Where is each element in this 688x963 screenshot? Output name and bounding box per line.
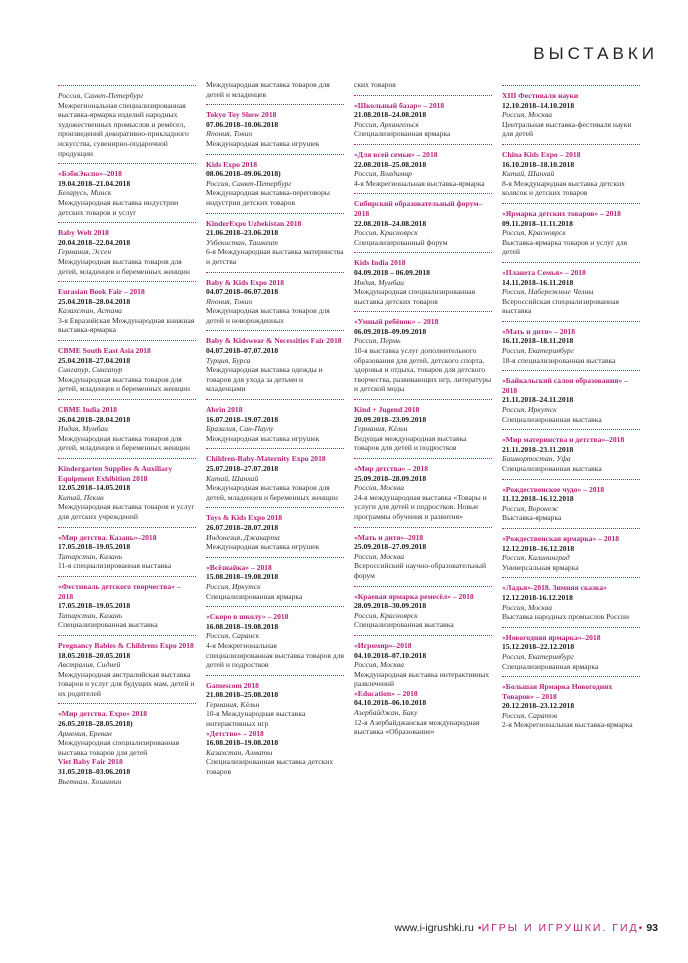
exhibition-location: Япония, Токио [206, 129, 253, 139]
exhibition-location: Башкортостан, Уфа [502, 454, 571, 464]
exhibition-description: Специализированный форум [354, 237, 448, 247]
dotted-divider [354, 95, 492, 96]
dotted-divider [206, 557, 344, 558]
exhibition-location: Россия, Санкт-Петербург [206, 178, 292, 188]
dotted-divider [354, 586, 492, 587]
dotted-divider [502, 262, 640, 263]
dotted-divider [502, 144, 640, 145]
exhibition-location: Япония, Токио [206, 296, 253, 306]
exhibition-dates: 25.09.2018–28.09.2018 [354, 473, 427, 483]
column-1 [58, 80, 196, 786]
exhibition-entry [502, 268, 640, 316]
exhibition-title: XIII Фестиваля науки [502, 91, 579, 100]
page-number: 93 [646, 922, 658, 934]
exhibition-entry [502, 435, 640, 473]
exhibition-location: Индонезия, Джакарта [206, 532, 280, 542]
dotted-divider [354, 527, 492, 528]
exhibition-entry [58, 346, 196, 394]
dotted-divider [502, 479, 640, 480]
exhibition-description: Специализированная выставка [502, 464, 602, 473]
exhibition-title: CBME South East Asia 2018 [58, 346, 151, 356]
dotted-divider [502, 85, 640, 86]
exhibition-entry [502, 327, 640, 365]
exhibition-dates: 21.06.2018–23.06.2018 [206, 228, 279, 238]
exhibition-location: Россия, Саранск [206, 631, 260, 641]
dotted-divider [502, 203, 640, 204]
dotted-divider [354, 311, 492, 312]
exhibition-location: Россия, Набережные Челны [502, 287, 594, 297]
exhibition-description: Международная выставка товаров для детей и новорожденных [206, 306, 330, 325]
exhibition-title: Eurasian Book Fair – 2018 [58, 287, 145, 297]
exhibition-description: Международная выставка товаров для детей, младенцев и беременных женщин [58, 433, 190, 453]
column-4 [502, 80, 640, 730]
exhibition-location: Россия, Калининград [502, 553, 570, 563]
exhibition-dates: 26.07.2018–28.07.2018 [206, 522, 279, 532]
exhibition-dates: 08.06.2018–09.06.2018) [206, 169, 281, 179]
exhibition-entry [502, 534, 640, 572]
exhibition-dates: 25.04.2018–27.04.2018 [58, 355, 131, 365]
exhibition-entry [58, 641, 196, 699]
exhibition-description: Международная выставка-переговоры индустрии детских товаров [206, 188, 330, 207]
exhibition-title: «Рождественское чудо» – 2018 [502, 484, 605, 494]
exhibition-location: Индия, Мумбаи [58, 424, 108, 434]
exhibition-dates: 09.11.2018–11.11.2018 [502, 218, 573, 228]
exhibition-title: CBME India 2018 [58, 405, 118, 415]
exhibition-dates: 12.12.2018-16.12.2018 [502, 592, 573, 602]
exhibition-dates: 17.05.2018–19.05.2018 [58, 601, 131, 611]
exhibition-title: «Ладья»-2018. Зимняя сказка» [502, 583, 607, 593]
exhibition-dates: 04.07.2018–07.07.2018 [206, 346, 279, 356]
exhibition-title: «Игромир»–2018 [354, 640, 412, 650]
dotted-divider [354, 458, 492, 459]
exhibition-entry [354, 150, 492, 188]
exhibition-location: Сингапур, Сингапур [58, 365, 123, 375]
exhibition-dates: 12.10.2018–14.10.2018 [502, 100, 575, 110]
exhibition-entry [502, 583, 640, 621]
exhibition-entry [206, 110, 344, 148]
exhibition-title: «Скоро в школу» – 2018 [206, 612, 289, 622]
exhibition-dates: 16.08.2018–19.08.2018 [206, 738, 279, 748]
exhibition-description: Специализированная выставка детских товаров [206, 757, 334, 777]
exhibition-entry [354, 317, 492, 394]
exhibition-dates: 21.11.2018–24.11.2018 [502, 395, 574, 405]
exhibition-dates: 25.04.2018–28.04.2018 [58, 296, 131, 306]
exhibition-entry [354, 641, 492, 689]
exhibition-description: 18-я специализированная выставка [502, 355, 616, 365]
exhibition-location: Австралия, Сидней [58, 660, 121, 670]
exhibition-description: Всероссийский научно-образовательный форум [354, 561, 487, 580]
exhibition-description: Международная выставка товаров для детей, младенцев и беременных женщин [58, 374, 190, 394]
exhibition-title: Kids India 2018 [354, 258, 406, 268]
exhibition-entry [206, 278, 344, 326]
exhibition-entry [354, 592, 492, 630]
exhibition-dates: 18.05.2018–20.05.2018 [58, 650, 131, 660]
exhibition-location: Германия, Эссен [58, 247, 112, 257]
exhibition-description: Международная выставка одежды и товаров для ухода за детьми и младенцами [206, 365, 323, 394]
dotted-divider [206, 448, 344, 449]
exhibition-location: Германия, Кёльн [206, 699, 260, 709]
exhibition-title: «БэбиЭкспо»–2018 [58, 169, 122, 179]
dotted-divider [502, 370, 640, 371]
exhibition-entry [354, 533, 492, 581]
exhibition-location: Россия, Иркутск [502, 405, 557, 415]
footer-bullet: • [477, 922, 482, 934]
dotted-divider [58, 576, 196, 577]
exhibition-location: Россия, Красноярск [354, 610, 418, 620]
exhibition-title: «Краевая ярмарка ремесёл» – 2018 [354, 591, 474, 601]
exhibition-entry [206, 513, 344, 551]
exhibition-entry [502, 91, 640, 139]
dotted-divider [206, 104, 344, 105]
dotted-divider [206, 154, 344, 155]
exhibition-description: Международная выставка игрушек [206, 433, 320, 443]
exhibition-dates: 04.07.2018–06.07.2018 [206, 287, 279, 297]
exhibition-location: Россия, Москва [502, 602, 553, 612]
exhibition-title: «Мать и дитя»–2018 [354, 532, 424, 542]
exhibition-title: «Байкальский салон образования» – 2018 [502, 376, 628, 395]
exhibition-description: Международная австралийская выставка товаров и услуг для будущих мам, детей и их родителей [58, 669, 195, 698]
exhibition-location: Россия, Пермь [354, 336, 401, 346]
exhibition-location: Россия, Москва [354, 551, 405, 561]
exhibition-description: Международная специализированная выставка детских товаров [354, 287, 476, 306]
exhibition-location: Россия, Красноярск [354, 228, 418, 238]
exhibition-entry [58, 757, 196, 786]
exhibition-entry [354, 689, 492, 737]
exhibition-description: Международная выставка товаров для детей, младенцев и беременных женщин [206, 483, 338, 502]
exhibition-dates: 20.09.2018–23.09.2018 [354, 414, 427, 424]
exhibition-entry [502, 633, 640, 671]
exhibition-title: Gamescom 2018 [206, 680, 259, 690]
dotted-divider [58, 399, 196, 400]
exhibition-title: «Рождественская ярмарка» – 2018 [502, 533, 620, 543]
exhibition-description: Выставка-ярмарка [502, 513, 562, 523]
exhibition-title: Kids Expo 2018 [206, 159, 258, 169]
exhibition-entry [206, 729, 344, 777]
exhibition-description: 24-я международная выставка «Товары и услуги для детей и подростков. Новые программы обучения и развития» [354, 492, 487, 521]
exhibition-entry [354, 405, 492, 453]
exhibition-location: Россия, Москва [354, 483, 405, 493]
exhibition-description: 11-я специализированная выставка [58, 561, 172, 571]
exhibition-description: Международная выставка товаров для детей и младенцев [206, 80, 330, 99]
exhibition-dates: 16.11.2018–18.11.2018 [502, 336, 574, 346]
exhibition-title: «Всёзнайка» – 2018 [206, 562, 272, 572]
exhibition-entry [502, 376, 640, 424]
exhibition-title: «Фестиваль детского творчества» – 2018 [58, 581, 181, 601]
exhibition-dates: 17.05.2018–19.05.2018 [58, 542, 131, 552]
dotted-divider [58, 527, 196, 528]
exhibition-dates: 15.12.2018–22.12.2018 [502, 642, 575, 652]
exhibition-title: «Большая Ярмарка Новогодних Товаров» – 2018 [502, 682, 613, 701]
exhibition-dates: 16.07.2018–19.07.2018 [206, 414, 279, 424]
exhibition-dates: 21.11.2018–23.11.2018 [502, 444, 574, 454]
exhibition-title: «Мир детства» – 2018 [354, 464, 429, 473]
exhibition-title: Kindergarten Supplies & Auxiliary Equipment Exhibition 2018 [58, 464, 173, 483]
exhibition-entry [354, 258, 492, 306]
dotted-divider [58, 85, 196, 86]
exhibition-location: Россия, Иркутск [206, 581, 261, 591]
exhibition-dates: 21.08.2018–24.08.2018 [354, 110, 427, 120]
exhibition-entry [58, 405, 196, 453]
exhibition-location: Казахстан, Алматы [206, 747, 273, 757]
dotted-divider [206, 213, 344, 214]
exhibition-title: «Мир детства. Казань»–2018 [58, 532, 157, 542]
exhibition-description: Международная выставка интерактивных развлечений [354, 669, 490, 689]
exhibition-dates: 11.12.2018–16.12.2018 [502, 494, 574, 504]
exhibition-location: Россия, Екатеринбург [502, 346, 574, 356]
exhibition-title: Viet Baby Fair 2018 [58, 757, 123, 767]
exhibition-entry [206, 160, 344, 208]
dotted-divider [206, 330, 344, 331]
exhibition-description: Международная специализированная выставка товаров для детей [58, 738, 180, 757]
exhibition-description: 4-я Межрегиональная выставка-ярмарка [354, 178, 485, 188]
dotted-divider [58, 222, 196, 223]
exhibition-dates: 07.06.2018–10.06.2018 [206, 119, 279, 129]
dotted-divider [206, 606, 344, 607]
exhibition-dates: 22.08.2018–25.08.2018 [354, 159, 427, 169]
exhibition-dates: 16.10.2018–18.10.2018 [502, 159, 575, 169]
exhibition-title: Baby Welt 2018 [58, 228, 109, 238]
exhibition-description: Ведущая международная выставка товаров для детей и подростков [354, 433, 467, 453]
dotted-divider [58, 340, 196, 341]
exhibition-location: Татарстан, Казань [58, 551, 123, 561]
exhibition-description: Международная выставка товаров и услуг для детских учреждений [58, 502, 195, 521]
exhibition-description: 3-я Евразийская Международная книжная выставка-ярмарка [58, 315, 195, 335]
exhibition-entry [354, 464, 492, 522]
exhibition-description: 10-я выставка услуг дополнительного образования для детей, детского спорта, здоровья и отдыха, товаров для детского творчества, развивающих игр, литературы и детской моды [354, 346, 492, 394]
dotted-divider [354, 399, 492, 400]
dotted-divider [206, 675, 344, 676]
exhibition-entry [58, 169, 196, 217]
exhibition-location: Армения, Ереван [58, 728, 112, 738]
exhibition-location: Казахстан, Астана [58, 306, 122, 316]
exhibition-description: Универсальная ярмарка [502, 562, 579, 572]
exhibition-title: Children-Baby-Maternity Expo 2018 [206, 454, 326, 464]
exhibition-title: «Мать и дитя» – 2018 [502, 326, 576, 336]
exhibition-description: Специализированная ярмарка [354, 129, 451, 139]
exhibition-title: Toys & Kids Expo 2018 [206, 513, 283, 523]
exhibition-title: KinderExpo Uzbekistan 2018 [206, 218, 302, 228]
exhibition-location: Россия, Воронеж [502, 503, 559, 513]
exhibition-location: Узбекистан, Ташкент [206, 237, 279, 247]
exhibition-location: Россия, Архангельск [354, 119, 419, 129]
exhibition-title: «Детство» – 2018 [206, 728, 264, 738]
exhibition-title: Baby & Kids Expo 2018 [206, 277, 285, 287]
dotted-divider [354, 252, 492, 253]
exhibition-description: Выставка народных промыслов России [502, 612, 630, 622]
dotted-divider [502, 321, 640, 322]
exhibition-title: «Мир материнства и детства»–2018 [502, 435, 625, 445]
dotted-divider [502, 676, 640, 677]
exhibition-description: Специализированная ярмарка [206, 591, 303, 601]
exhibition-location: Россия, Владимир [354, 169, 412, 179]
exhibition-title: Baby & Kidswear & Necessities Fair 2018 [206, 336, 342, 346]
dotted-divider [502, 577, 640, 578]
exhibition-title: «Школьный базар» – 2018 [354, 100, 445, 110]
exhibition-location: Индия, Мумбаи [354, 277, 404, 287]
exhibition-title: Pregnancy Babies & Childrens Expo 2018 [58, 640, 194, 650]
dotted-divider [58, 281, 196, 282]
exhibition-location: Вьетнам, Хошимин [58, 776, 122, 786]
exhibition-dates: 28.09.2018–30.09.2018 [354, 601, 427, 611]
exhibition-title: «Новогодняя ярмарка»–2018 [502, 632, 601, 642]
exhibition-dates: 20.04.2018–22.04.2018 [58, 237, 131, 247]
dotted-divider [354, 635, 492, 636]
dotted-divider [354, 193, 492, 194]
exhibition-entry [502, 209, 640, 257]
exhibition-entry [502, 682, 640, 730]
exhibition-location: Турция, Бурса [206, 355, 251, 365]
exhibition-title: «Планета Семья» – 2018 [502, 267, 586, 277]
exhibition-location: Китай, Шанхай [502, 169, 555, 179]
dotted-divider [58, 635, 196, 636]
exhibition-location: Россия, Красноярск [502, 228, 566, 238]
exhibition-dates: 20.12.2018–23.12.2018 [502, 701, 575, 711]
exhibition-entry [206, 681, 344, 729]
exhibition-title: Abrin 2018 [206, 405, 243, 415]
exhibition-title: China Kids Expo – 2018 [502, 149, 581, 159]
exhibition-location: Россия, Санкт-Петербург [58, 91, 144, 100]
exhibition-description: Международная выставка игрушек [206, 542, 320, 552]
exhibition-entry [206, 219, 344, 267]
exhibition-description: 6-я Международная выставка материнства и детства [206, 247, 344, 266]
exhibition-entry [58, 533, 196, 571]
section-title: ВЫСТАВКИ [533, 44, 658, 63]
exhibition-dates: 04.10.2018–06.10.2018 [354, 698, 427, 708]
exhibition-title: «Мир детства. Expo» 2018 [58, 709, 148, 719]
exhibition-description: 8-я Международная выставка детских колясок и детских товаров [502, 178, 625, 198]
exhibition-location: Россия, Саратов [502, 710, 558, 720]
exhibition-entry [354, 101, 492, 139]
exhibition-location: Германия, Кёльн [354, 424, 408, 434]
magazine-name: ИГРЫ И ИГРУШКИ. ГИД [481, 922, 639, 934]
exhibition-entry [58, 582, 196, 630]
page-footer [395, 922, 658, 934]
exhibition-location: Татарстан, Казань [58, 610, 123, 620]
exhibition-description: Специализированная ярмарка [502, 661, 599, 671]
exhibition-entry [502, 150, 640, 198]
exhibition-description: Центральная выставка-фестиваля науки для детей [502, 119, 632, 139]
exhibition-description: 4-я Межрегиональная специализированная выставка товаров для детей и подростков [206, 640, 344, 670]
exhibition-location: Китай, Пекин [58, 492, 104, 502]
exhibition-dates: 16.08.2018–19.08.2018 [206, 621, 279, 631]
exhibition-entry [206, 612, 344, 670]
exhibition-dates: 25.07.2018–27.07.2018 [206, 464, 279, 473]
exhibition-entry [58, 464, 196, 522]
exhibition-location: Беларусь, Минск [58, 188, 112, 198]
exhibition-description: 2-я Межрегиональная выставка-ярмарка [502, 720, 633, 730]
exhibition-description: Международная выставка индустрии детских товаров и услуг [58, 197, 179, 217]
exhibition-entry [502, 485, 640, 523]
exhibition-location: Азербайджан, Баку [354, 708, 418, 718]
exhibition-description: 12-я Азербайджанская международная выставка «Образование» [354, 717, 480, 737]
exhibition-dates: 25.09.2018–27.09.2018 [354, 542, 427, 552]
dotted-divider [58, 458, 196, 459]
exhibition-description: Международная выставка товаров для детей, младенцев и беременных женщин [58, 256, 190, 276]
site-url[interactable]: www.i-igrushki.ru [394, 922, 474, 934]
exhibition-dates: 06.09.2018–09.09.2018 [354, 326, 427, 336]
exhibition-title: Kind + Jugend 2018 [354, 405, 420, 415]
exhibition-entry [354, 199, 492, 247]
exhibition-description: ских товаров [354, 80, 396, 89]
exhibition-description: Всероссийская специализированная выставка [502, 296, 619, 316]
exhibition-description: Международная выставка игрушек [206, 138, 320, 148]
exhibition-description: 10-я Международная выставка интерактивных игр [206, 709, 306, 729]
dotted-divider [206, 272, 344, 273]
dotted-divider [58, 703, 196, 704]
exhibition-dates: 21.08.2018–25.08.2018 [206, 690, 279, 700]
exhibition-entry [206, 405, 344, 443]
dotted-divider [206, 507, 344, 508]
exhibition-title: Сибирский образовательный форум–2018 [354, 199, 483, 218]
exhibition-description: Специализированная выставка [354, 620, 454, 630]
exhibition-dates: 26.04.2018–28.04.2018 [58, 414, 131, 424]
exhibition-dates: 19.04.2018–21.04.2018 [58, 178, 131, 188]
column-3 [354, 80, 492, 737]
column-2 [206, 80, 344, 777]
exhibition-dates: 14.11.2018–16.11.2018 [502, 277, 574, 287]
exhibition-entry [58, 91, 196, 158]
dotted-divider [354, 144, 492, 145]
exhibition-dates: 31.05.2018–03.06.2018 [58, 767, 131, 777]
exhibition-location: Россия, Москва [354, 660, 405, 670]
exhibition-dates: 22.08.2018–24.08.2018 [354, 218, 427, 228]
exhibition-location: Бразилия, Сан-Паулу [206, 424, 274, 434]
exhibition-description: Специализированная выставка [502, 414, 602, 424]
exhibition-entry [58, 287, 196, 335]
dotted-divider [58, 163, 196, 164]
dotted-divider [502, 528, 640, 529]
exhibition-dates: 04.10.2018–07.10.2018 [354, 650, 427, 660]
exhibition-dates: 04.09.2018 – 06.09.2018 [354, 267, 430, 277]
exhibition-dates: 12.12.2018–16.12.2018 [502, 543, 575, 553]
exhibition-title: «Ярмарка детских товаров» – 2018 [502, 208, 621, 218]
exhibition-entry [58, 709, 196, 757]
dotted-divider [502, 627, 640, 628]
exhibition-location: Китай, Шанхай [206, 473, 259, 483]
exhibition-title: Tokyo Toy Show 2018 [206, 110, 277, 120]
exhibition-location: Россия, Екатеринбург [502, 651, 574, 661]
exhibition-entry [206, 336, 344, 394]
exhibition-dates: 15.08.2018–19.08.2018 [206, 572, 279, 582]
dotted-divider [206, 399, 344, 400]
exhibition-description: Специализированная выставка [58, 620, 158, 630]
exhibition-entry [206, 80, 344, 99]
exhibition-title: «Умный ребёнок» – 2018 [354, 317, 439, 327]
exhibition-dates: 12.05.2018–14.05.2018 [58, 483, 131, 493]
exhibition-entry [354, 80, 492, 90]
exhibition-dates: 26.05.2018–28.05.2018) [58, 719, 133, 729]
exhibition-description: Межрегиональная специализированная выставка-ярмарка изделий народных художественных промыслов и ремёсел, произведений декоративно-прикладного искусства, сувенирно-подарочной продукции [58, 100, 189, 158]
exhibition-title: «Для всей семьи» – 2018 [354, 149, 438, 159]
exhibition-description: Выставка-ярмарка товаров и услуг для детей [502, 237, 628, 257]
footer-bullet: • [638, 922, 643, 934]
exhibition-location: Россия, Москва [502, 110, 553, 120]
exhibition-entry [58, 228, 196, 276]
exhibition-entry [206, 454, 344, 502]
dotted-divider [502, 429, 640, 430]
exhibition-title: «Education» – 2018 [354, 688, 418, 698]
exhibition-entry [206, 563, 344, 601]
